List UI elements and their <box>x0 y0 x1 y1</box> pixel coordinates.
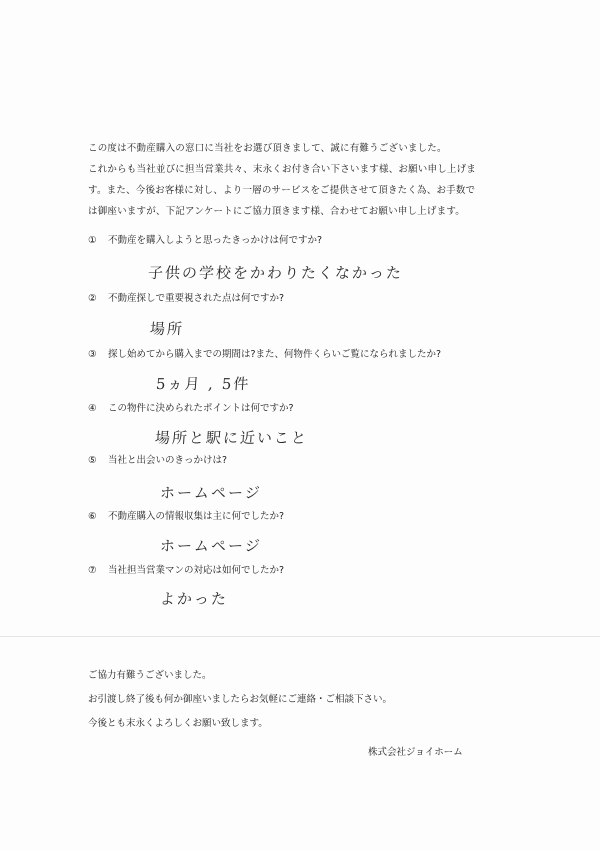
answer-7-handwritten: よかった <box>159 590 229 608</box>
question-3 <box>88 346 441 360</box>
intro-line: は御座いますが、下記アンケートにご協力頂きます様、合わせてお願い申し上げます。 <box>88 206 465 217</box>
question-number: ④ <box>88 403 97 414</box>
closing-paragraph <box>88 664 392 736</box>
question-2 <box>88 290 284 304</box>
question-text: 当社と出会いのきっかけは? <box>108 455 228 466</box>
intro-line: す。また、今後お客様に対し、より一層のサービスをご提供させて頂きたく為、お手数で <box>88 185 476 196</box>
question-text: 探し始めてから購入までの期間は?また、何物件くらいご覧になられましたか? <box>108 349 442 360</box>
question-text: 不動産探しで重要視された点は何ですか? <box>108 293 285 304</box>
question-text: この物件に決められたポイントは何ですか? <box>108 403 294 414</box>
question-text: 不動産購入の情報収集は主に何でしたか? <box>108 511 285 522</box>
answer-4-handwritten: 場所と駅に近いこと <box>154 429 309 447</box>
answer-1-handwritten: 子供の学校をかわりたくなかった <box>147 264 404 282</box>
question-text: 当社担当営業マンの対応は如何でしたか? <box>108 565 285 576</box>
question-5 <box>88 452 227 466</box>
question-7 <box>88 562 284 576</box>
question-number: ② <box>88 293 97 304</box>
company-name: 株式会社ジョイホーム <box>368 747 463 758</box>
question-number: ⑥ <box>88 511 97 522</box>
question-4 <box>88 400 294 414</box>
intro-line: これからも当社並びに担当営業共々、末永くお付き合い下さいます様、お願い申し上げま <box>88 164 477 175</box>
question-number: ⑦ <box>88 565 97 576</box>
answer-2-handwritten: 場所 <box>149 320 185 338</box>
answer-3-handwritten: 5ヵ月 , 5件 <box>155 375 252 393</box>
intro-paragraph <box>88 138 528 222</box>
question-text: 不動産を購入しようと思ったきっかけは何ですか? <box>108 235 323 246</box>
closing-line: ご協力有難うございました。 <box>88 670 212 681</box>
intro-line: この度は不動産購入の窓口に当社をお選び頂きまして、誠に有難うございました。 <box>88 143 447 154</box>
question-6 <box>88 508 284 522</box>
closing-line: 今後とも末永くよろしくお願い致します。 <box>88 718 268 729</box>
question-1 <box>88 232 322 246</box>
question-number: ⑤ <box>88 455 97 466</box>
question-number: ① <box>88 235 97 246</box>
answer-5-handwritten: ホームページ <box>159 484 263 502</box>
closing-line: お引渡し終了後も何か御座いましたらお気軽にご連絡・ご相談下さい。 <box>88 694 393 705</box>
answer-6-handwritten: ホームページ <box>159 537 263 555</box>
question-number: ③ <box>88 349 97 360</box>
section-divider <box>0 636 600 637</box>
